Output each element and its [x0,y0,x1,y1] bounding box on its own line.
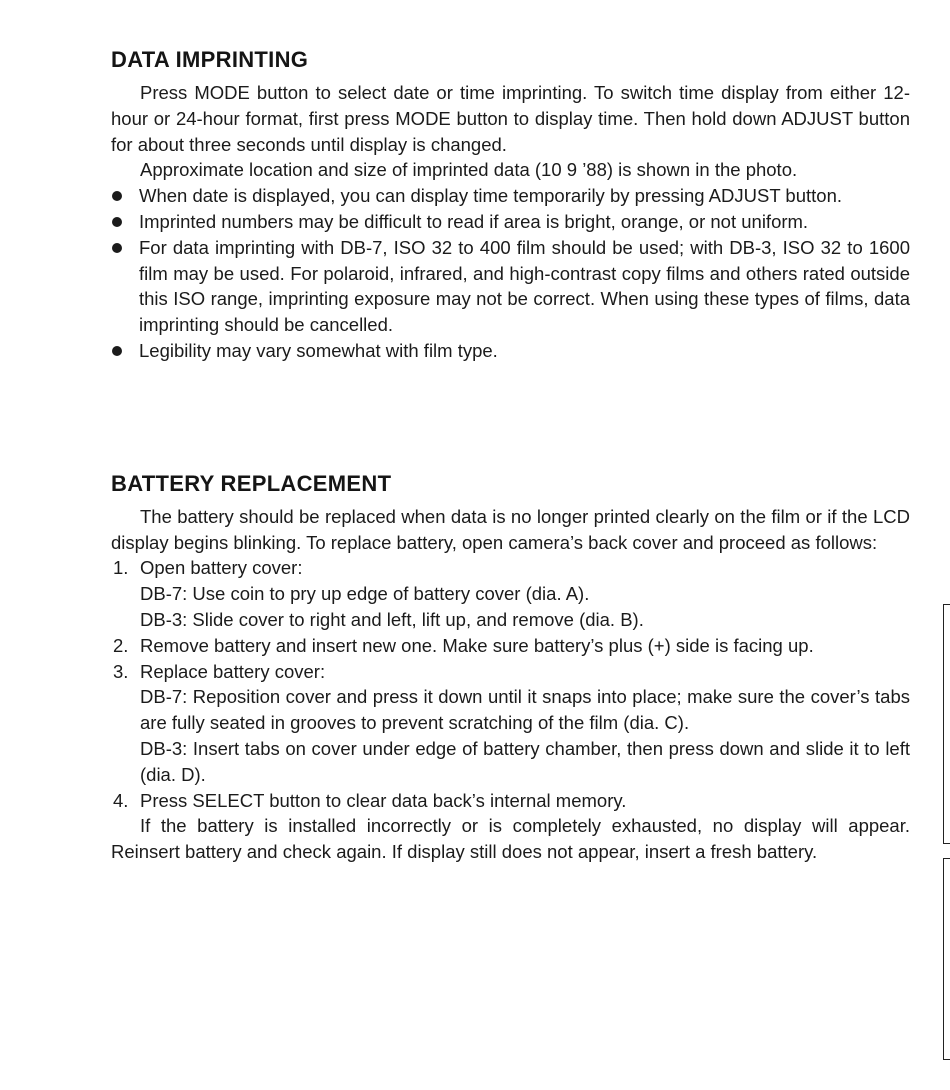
diagram-edge-bracket [943,604,950,844]
data-imprinting-section [111,44,910,364]
step-number: 3. [113,660,129,682]
battery-intro-paragraph: The battery should be replaced when data is no longer printed clearly on the film or if the LCD display begins blinking. To replace battery, open camera’s back cover and proceed as follows: [111,505,910,553]
step-item [111,788,910,814]
step-sub-item: DB-7: Reposition cover and press it down until it snaps into place; make sure the cover’s tabs are fully seated in grooves to prevent scratching of the film (dia. C). [140,686,910,734]
battery-steps-list [111,555,910,813]
bullet-item: For data imprinting with DB-7, ISO 32 to 400 film should be used; with DB-3, ISO 32 to 1600 film may be used. For polaroid, infrared, and high-contrast copy films and others rated outside this ISO range, imprinting exposure may not be correct. When using these types of films, data imprinting should be cancelled. [111,235,910,338]
step-item [111,633,910,659]
page-content [111,44,910,865]
data-imprinting-paragraph: Press MODE button to select date or time imprinting. To switch time display from either 12-hour or 24-hour format, first press MODE button to display time. Then hold down ADJUST button for about three seconds until display is changed. [111,82,910,155]
step-text: Open battery cover: [140,557,303,579]
battery-replacement-heading: BATTERY REPLACEMENT [111,470,392,496]
step-number: 2. [113,634,129,656]
data-imprinting-paragraph: Approximate location and size of imprinted data (10 9 ’88) is shown in the photo. [140,159,798,181]
step-text: Remove battery and insert new one. Make sure battery’s plus (+) side is facing up. [140,634,814,656]
step-number: 4. [113,789,129,811]
bullet-item: When date is displayed, you can display time temporarily by pressing ADJUST button. [111,183,910,209]
step-sub-item: DB-3: Insert tabs on cover under edge of battery chamber, then press down and slide it to left (dia. D). [140,737,910,785]
battery-closing-paragraph: If the battery is installed incorrectly or is completely exhausted, no display will appear. Reinsert battery and check again. If display still does not appear, insert a fresh battery. [111,815,910,863]
data-imprinting-heading: DATA IMPRINTING [111,47,309,72]
step-text: Press SELECT button to clear data back’s internal memory. [140,789,627,811]
bullet-item: Imprinted numbers may be difficult to read if area is bright, orange, or not uniform. [111,209,910,235]
bullet-item: Legibility may vary somewhat with film type. [111,338,910,364]
step-text: Replace battery cover: [140,660,326,682]
step-sub-item: DB-3: Slide cover to right and left, lift up, and remove (dia. B). [140,608,644,630]
step-item [111,555,910,632]
diagram-edge-bracket [943,858,950,1060]
step-item [111,659,910,788]
step-number: 1. [113,557,129,579]
battery-replacement-section [111,468,910,865]
data-imprinting-bullet-list [111,183,910,364]
step-sub-item: DB-7: Use coin to pry up edge of battery cover (dia. A). [140,583,590,605]
